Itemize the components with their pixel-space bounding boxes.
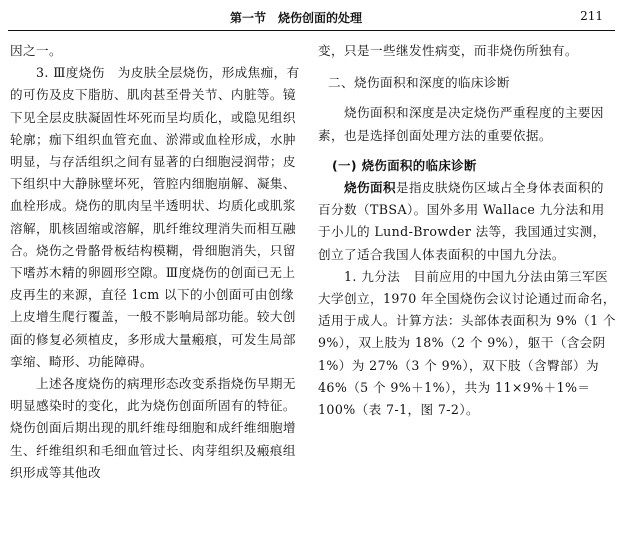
paragraph-rule-of-nines: 1. 九分法 目前应用的中国九分法由第三军医大学创立，1970 年全国烧伤会议讨论通过而命名，适用于成人。计算方法：头部体表面积为 9%（1 个 9%），双上肢为 18%（2 个 9%），躯干（含会阴 1%）为 27%（3 个 9%），双下肢（含臀部）为 46%（5 个 9%＋1%），共为 11×9%＋1%＝100%（表 7-1，图 7-2）。 — [318, 268, 616, 418]
subsection-heading: (一) 烧伤面积的临床诊断 — [332, 157, 477, 173]
paragraph-burn-area-definition — [318, 177, 616, 266]
term-burn-area: 烧伤面积 — [344, 180, 396, 196]
section-heading: 二、烧伤面积和深度的临床诊断 — [328, 75, 510, 91]
paragraph-secondary-changes: 变，只是一些继发性病变，而非烧伤所独有。 — [318, 43, 578, 58]
page-number: 211 — [580, 9, 603, 23]
paragraph-continuation: 因之一。 — [10, 43, 62, 58]
right-column — [318, 40, 616, 421]
paragraph-pathology-summary: 上述各度烧伤的病理形态改变系指烧伤早期无明显感染时的变化，此为烧伤创面所固有的特征。烧伤创面后期出现的肌纤维母细胞和成纤维细胞增生、纤维组织和毛细血管过长、肉芽组织及瘢痕组织形成等其他改 — [10, 376, 296, 480]
page-header — [8, 6, 615, 28]
paragraph-third-degree-burn: 3. Ⅲ度烧伤 为皮肤全层烧伤，形成焦痂，有的可伤及皮下脂肪、肌肉甚至骨关节、内脏等。镜下见全层皮肤凝固性坏死而呈均质化，或隐见组织轮廓；痂下组织血管充血、淤滞或血栓形成，水肿明显，与存活组织之间有显著的白细胞浸润带；皮下组织中大静脉壁坏死，管腔内细胞崩解、凝集、血栓形成。烧伤的肌肉呈半透明状、均质化或肌浆溶解，肌核固缩或溶解，肌纤维纹理消失而相互融合。烧伤之骨骼骨板结构模糊，骨细胞消失，只留下嗜苏木精的卵圆形空隙。Ⅲ度烧伤的创面已无上皮再生的来源，直径 1cm 以下的小创面可由创缘上皮增生爬行覆盖，一般不影响局部功能。较大创面的修复必须植皮，多形成大量瘢痕，可发生局部挛缩、畸形、功能障碍。 — [10, 65, 300, 369]
paragraph-area-depth-intro: 烧伤面积和深度是决定烧伤严重程度的主要因素，也是选择创面处理方法的重要依据。 — [318, 105, 604, 143]
section-title: 第一节 烧伤创面的处理 — [230, 11, 363, 25]
header-rule — [8, 30, 615, 31]
left-column — [10, 40, 300, 484]
definition-text: 是指皮肤烧伤区域占全身体表面积的百分数（TBSA）。国外多用 Wallace 九分法和用于小儿的 Lund-Browder 法等，我国通过实测，创立了适合我国人体表面积的中国九分法。 — [318, 180, 606, 262]
